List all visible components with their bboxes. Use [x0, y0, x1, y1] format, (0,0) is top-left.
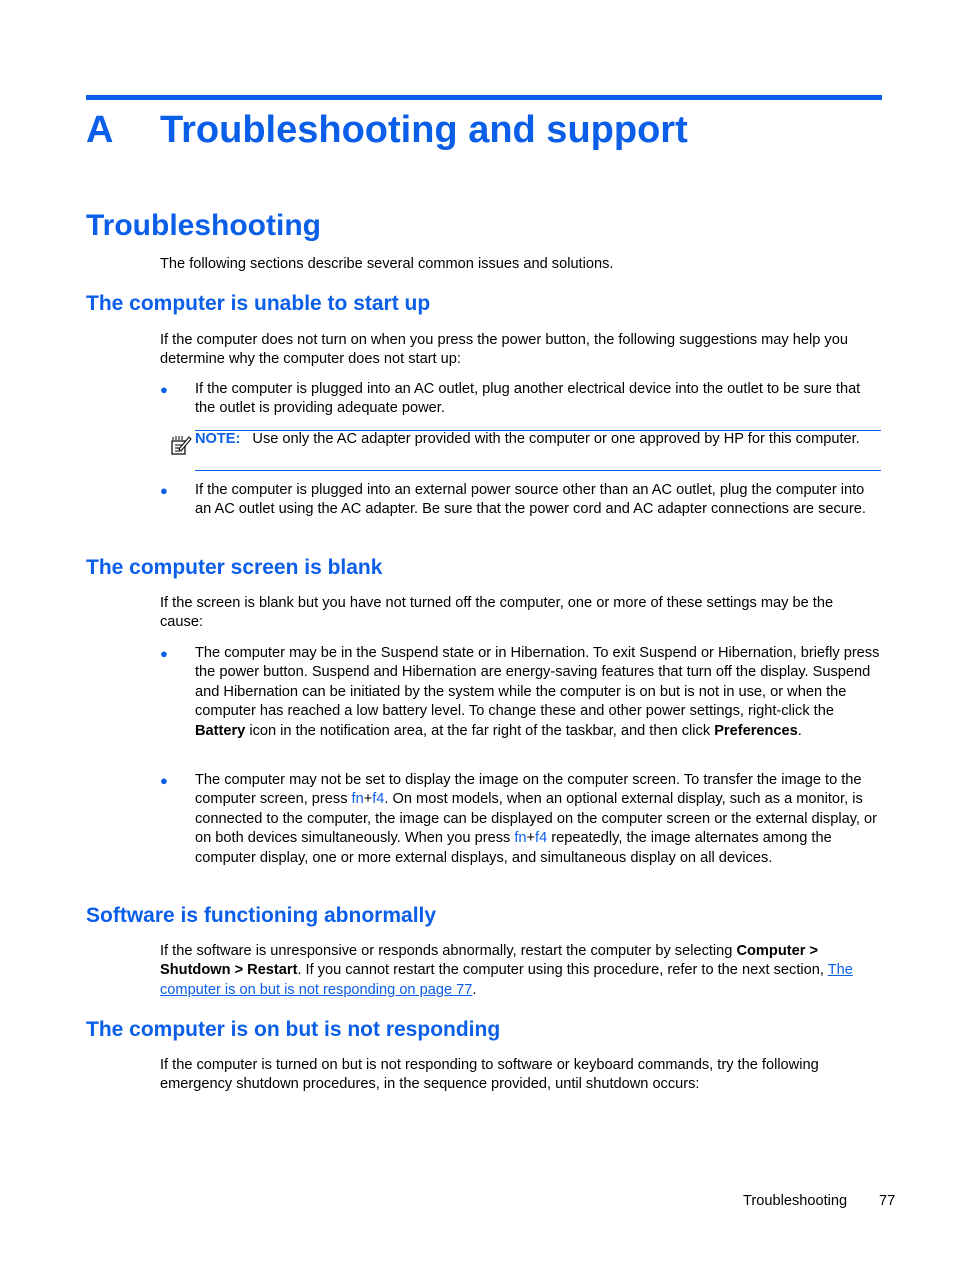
bullet-dot: ●: [160, 483, 168, 498]
blank-bullet-2: [160, 771, 880, 868]
blank-bullet-1-text: The computer may be in the Suspend state or in Hibernation. To exit Suspend or Hibernation, briefly press the power button. Suspend and Hibernation are energy-saving features that turn off the display. Suspend and Hibernation can be initiated by the system while the computer is on but is not in use, or when the computer has reached a low battery level. To change these and other power settings, right-click the Battery icon in the notification area, at the far right of the taskbar, and then click Preferences.: [195, 645, 880, 739]
chapter-title-text: Troubleshooting and support: [160, 109, 688, 151]
startup-bullet-1-text: If the computer is plugged into an AC outlet, plug another electrical device into the outlet to be sure that the outlet is providing adequate power.: [195, 381, 861, 417]
blank-bullet-1: [160, 644, 880, 741]
bullet-dot: ●: [160, 773, 168, 788]
software-text: If the software is unresponsive or responds abnormally, restart the computer by selecting Computer > Shutdown > Restart. If you cannot restart the computer using this procedure, refer to the next section, The computer is on but is not responding on page 77.: [160, 943, 853, 998]
startup-bullet-2: [160, 481, 880, 520]
startup-intro: If the computer does not turn on when you press the power button, the following suggestions may help you determine why the computer does not start up:: [160, 332, 848, 368]
chapter-title: [86, 104, 688, 156]
note-bottom-rule: [195, 470, 881, 471]
note-text: Use only the AC adapter provided with the computer or one approved by HP for this computer.: [252, 431, 860, 447]
bullet-dot: ●: [160, 382, 168, 397]
battery-label: Battery: [195, 722, 246, 739]
menu-path: Computer > Shutdown > Restart: [160, 943, 818, 979]
footer-section: Troubleshooting: [743, 1193, 848, 1209]
blank-intro: If the screen is blank but you have not turned off the computer, one or more of these settings may be the cause:: [160, 595, 834, 631]
key-f4: f4: [372, 791, 385, 808]
key-fn: fn: [351, 791, 364, 808]
bullet-dot: ●: [160, 646, 168, 661]
chapter-rule: [86, 95, 882, 100]
key-fn: fn: [514, 830, 527, 847]
key-f4: f4: [535, 830, 548, 847]
footer-page-number: 77: [879, 1193, 896, 1209]
note-box: [170, 430, 882, 470]
note-pencil-icon: [170, 434, 192, 456]
blank-bullet-2-text: The computer may not be set to display the image on the computer screen. To transfer the image to the computer screen, press fn+f4. On most models, when an optional external display, such as a monitor, is connected to the computer, the image can be displayed on the computer screen or the external display, or on both devices simultaneously. When you press fn+f4 repeatedly, the image alternates among the computer display, one or more external displays, and simultaneous display on all devices.: [195, 772, 877, 866]
heading-software-abnormal: Software is functioning abnormally: [86, 904, 437, 927]
startup-bullet-1: [160, 380, 880, 419]
section-intro: The following sections describe several common issues and solutions.: [160, 256, 614, 272]
heading-unable-to-start: The computer is unable to start up: [86, 292, 431, 315]
startup-bullet-2-text: If the computer is plugged into an external power source other than an AC outlet, plug the computer into an AC outlet using the AC adapter. Be sure that the power cord and AC adapter connections are secure.: [195, 482, 866, 518]
heading-screen-blank: The computer screen is blank: [86, 556, 383, 579]
heading-not-responding: The computer is on but is not responding: [86, 1018, 501, 1041]
responding-intro: If the computer is turned on but is not responding to software or keyboard commands, try the following emergency shutdown procedures, in the sequence provided, until shutdown occurs:: [160, 1057, 819, 1093]
link-not-responding[interactable]: The computer is on but is not responding on page 77: [160, 962, 853, 998]
chapter-letter: A: [86, 109, 114, 151]
section-title: Troubleshooting: [86, 209, 321, 242]
preferences-label: Preferences: [714, 722, 798, 739]
note-text-block: [195, 430, 881, 449]
note-label: NOTE:: [195, 431, 241, 447]
